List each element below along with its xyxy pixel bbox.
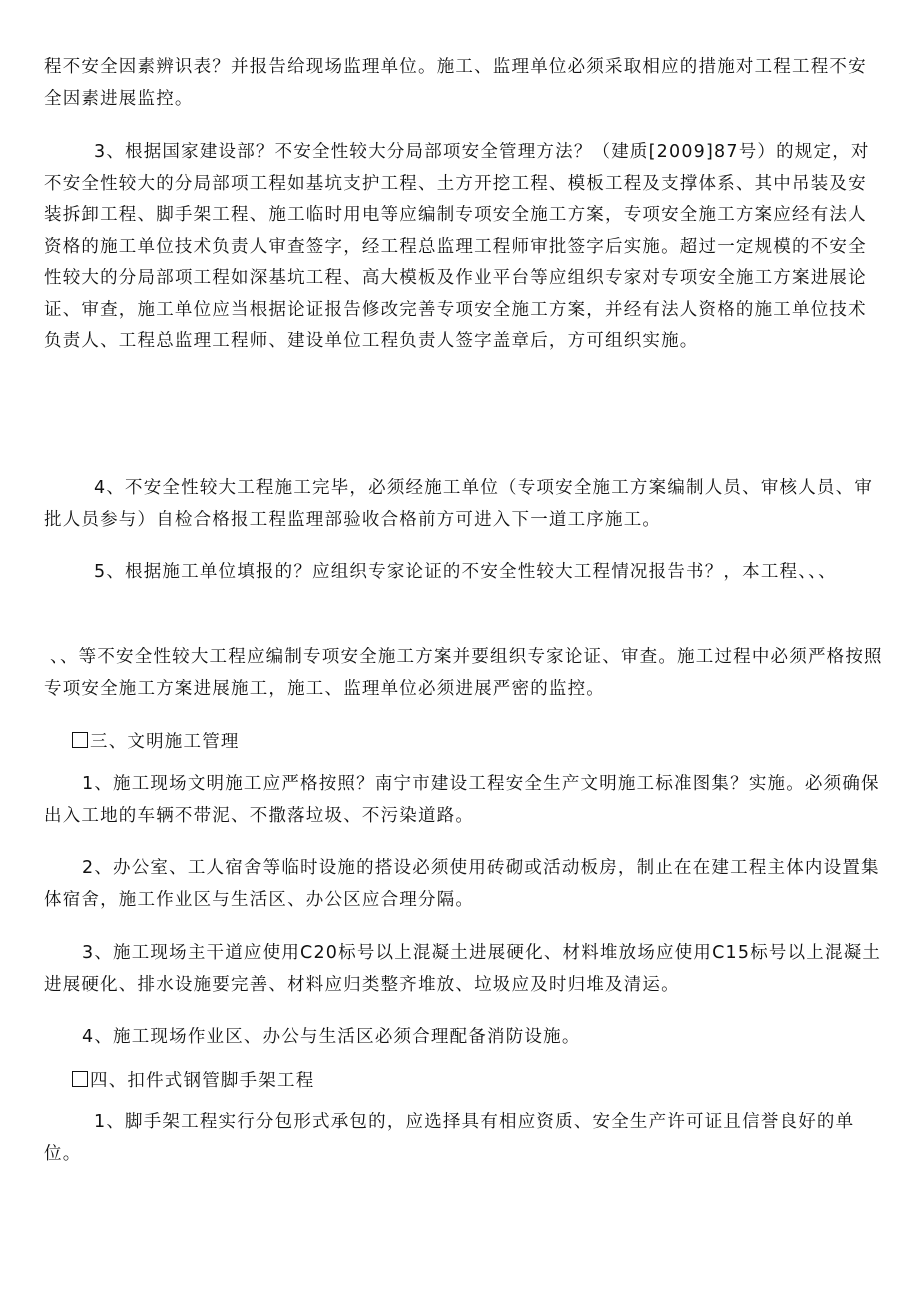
paragraph-text: 、、等不安全性较大工程应编制专项安全施工方案并要组织专家论证、审查。施工过程中必须严格按照专项安全施工方案进展施工，施工、监理单位必须进展严密的监控。 xyxy=(44,647,883,699)
paragraph-text: 3、根据国家建设部？不安全性较大分局部项安全管理方法？（建质[2009]87号）的规定，对不安全性较大的分局部项工程如基坑支护工程、土方开挖工程、模板工程及支撑体系、其中吊装及安装拆卸工程、脚手架工程、施工临时用电等应编制专项安全施工方案，专项安全施工方案应经有法人资格的施工单位技术负责人审查签字，经工程总监理工程师审批签字后实施。超过一定规模的不安全性较大的分局部项工程如深基坑工程、高大模板及作业平台等应组织专家对专项安全施工方案进展论证、审查，施工单位应当根据论证报告修改完善专项安全施工方案，并经有法人资格的施工单位技术负责人、工程总监理工程师、建设单位工程负责人签字盖章后，方可组织实施。 xyxy=(44,142,870,351)
checkbox-icon xyxy=(72,1071,88,1087)
paragraph-civil-4 xyxy=(44,1022,884,1054)
paragraph-item-3 xyxy=(44,137,884,358)
section-heading-text: 四、扣件式钢管脚手架工程 xyxy=(90,1071,315,1091)
paragraph-civil-2 xyxy=(44,853,884,916)
paragraph-text: 2、办公室、工人宿舍等临时设施的搭设必须使用砖砌或活动板房，制止在在建工程主体内设置集体宿舍，施工作业区与生活区、办公区应合理分隔。 xyxy=(44,858,880,910)
paragraph-civil-3 xyxy=(44,938,884,1001)
paragraph-text: 1、脚手架工程实行分包形式承包的，应选择具有相应资质、安全生产许可证且信誉良好的单位。 xyxy=(44,1112,855,1164)
checkbox-icon xyxy=(72,732,88,748)
paragraph-text: 4、施工现场作业区、办公与生活区必须合理配备消防设施。 xyxy=(82,1027,581,1047)
paragraph-item-4 xyxy=(44,473,884,536)
paragraph-text: 1、施工现场文明施工应严格按照？南宁市建设工程安全生产文明施工标准图集？实施。必须确保出入工地的车辆不带泥、不撒落垃圾、不污染道路。 xyxy=(44,774,880,826)
paragraph-text: 程不安全因素辨识表？并报告给现场监理单位。施工、监理单位必须采取相应的措施对工程工程不安全因素进展监控。 xyxy=(44,57,867,109)
section-heading-text: 三、文明施工管理 xyxy=(90,732,240,752)
paragraph-text: 3、施工现场主干道应使用C20标号以上混凝土进展硬化、材料堆放场应使用C15标号以上混凝土进展硬化、排水设施要完善、材料应归类整齐堆放、垃圾应及时归堆及清运。 xyxy=(44,943,882,995)
section-heading-4 xyxy=(72,1066,314,1098)
paragraph-scaffold-1 xyxy=(44,1107,884,1170)
section-heading-3 xyxy=(72,727,240,759)
paragraph-item-5-continued xyxy=(44,642,884,705)
paragraph-civil-1 xyxy=(44,769,884,832)
paragraph-text: 4、不安全性较大工程施工完毕，必须经施工单位（专项安全施工方案编制人员、审核人员、审批人员参与）自检合格报工程监理部验收合格前方可进入下一道工序施工。 xyxy=(44,478,874,530)
paragraph-text: 5、根据施工单位填报的？应组织专家论证的不安全性较大工程情况报告书？，本工程、、、 xyxy=(94,562,837,582)
paragraph-continued xyxy=(44,52,884,115)
paragraph-item-5 xyxy=(44,557,884,589)
